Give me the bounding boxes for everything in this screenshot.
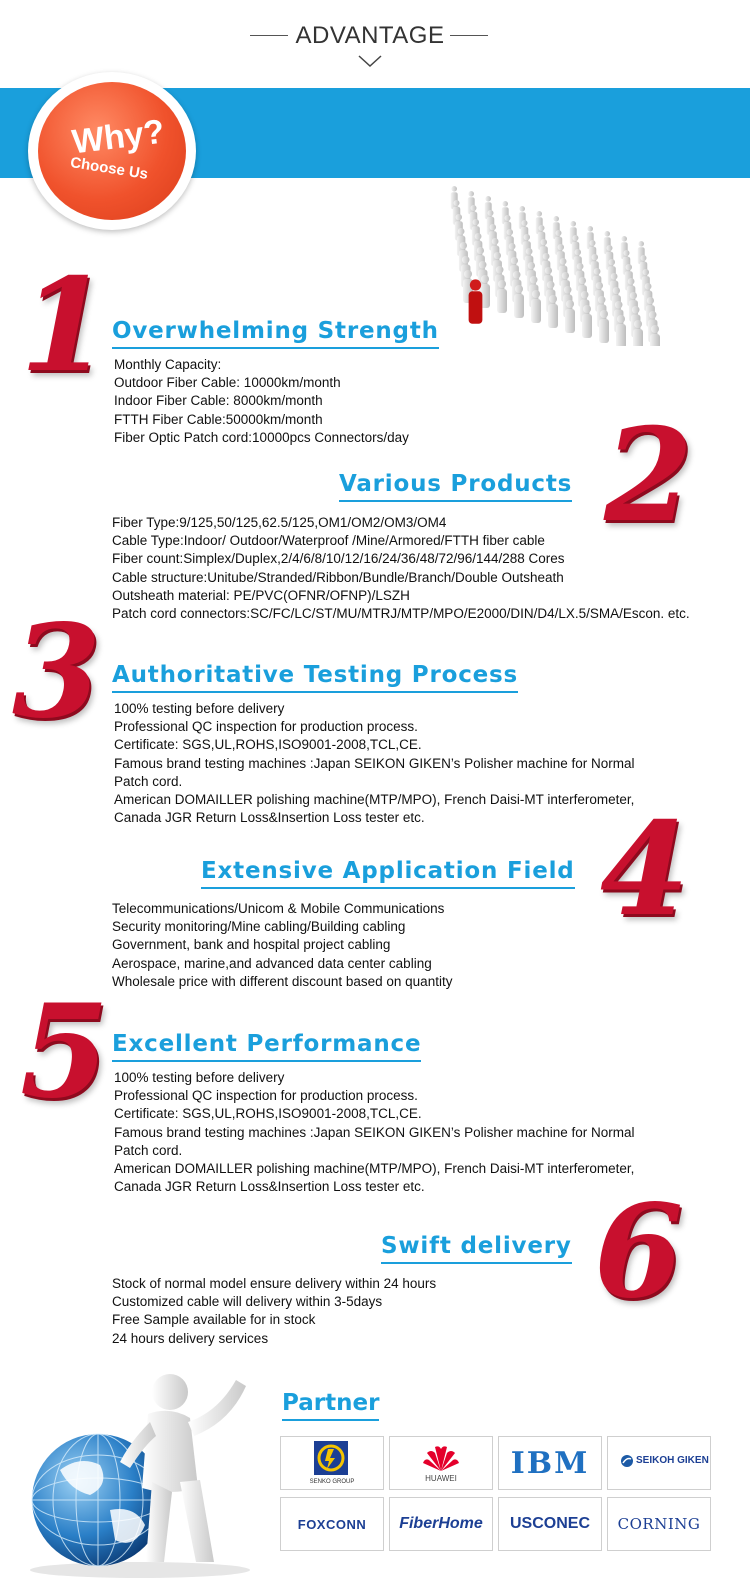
crowd-figure (531, 290, 541, 323)
crowd-figure (589, 240, 597, 265)
body-line: Certificate: SGS,UL,ROHS,ISO9001-2008,TCL,CE. (114, 1106, 422, 1122)
body-line: Free Sample available for in stock (112, 1312, 316, 1328)
seikoh-giken-logo-icon (620, 1454, 634, 1468)
crowd-figure (470, 205, 478, 230)
numeral-4: 4 (600, 795, 690, 945)
body-line: Indoor Fiber Cable: 8000km/month (114, 393, 323, 409)
crowd-figure (487, 210, 495, 235)
page-title: ADVANTAGE (295, 22, 445, 49)
body-line: Stock of normal model ensure delivery within 24 hours (112, 1276, 437, 1291)
body-line: Famous brand testing machines :Japan SEIKON GIKEN’s Polisher machine for Normal (114, 1124, 635, 1140)
section-title-excellent-performance: Excellent Performance (112, 1031, 421, 1062)
title-rule-right (450, 35, 488, 36)
body-line: Patch cord. (114, 773, 183, 789)
crowd-figure (555, 230, 563, 255)
body-line: Outsheath material: PE/PVC(OFNR/OFNP)/LSZH (112, 587, 410, 603)
body-line: Outdoor Fiber Cable: 10000km/month (114, 375, 341, 391)
body-line: Patch cord connectors:SC/FC/LC/ST/MU/MTRJ/MTP/MPO/E2000/DIN/D4/LX.5/SMA/Escon. etc. (112, 606, 690, 622)
partner-title: Partner (282, 1390, 379, 1421)
body-line: Professional QC inspection for production process. (114, 719, 418, 735)
crowd-figure (640, 255, 648, 280)
partner-logo-usconec (498, 1497, 602, 1551)
body-line: Cable Type:Indoor/ Outdoor/Waterproof /Mine/Armored/FTTH fiber cable (112, 533, 545, 549)
body-line: Monthly Capacity: (114, 357, 222, 372)
body-line: American DOMAILLER polishing machine(MTP/MPO), French Daisi-MT interferometer, (114, 792, 635, 808)
section-body-swift-delivery (112, 1275, 436, 1348)
crowd-figure (582, 305, 592, 338)
numeral-3: 3 (12, 597, 102, 747)
partner-logo-label: IBM (510, 1445, 590, 1481)
section-title-various-products: Various Products (339, 471, 572, 502)
numeral-6: 6 (594, 1177, 684, 1327)
body-line: Famous brand testing machines :Japan SEIKON GIKEN’s Polisher machine for Normal (114, 755, 635, 771)
body-line: Certificate: SGS,UL,ROHS,ISO9001-2008,TCL,CE. (114, 737, 422, 753)
body-line: Canada JGR Return Loss&Insertion Loss tester etc. (114, 1179, 425, 1195)
body-line: American DOMAILLER polishing machine(MTP/MPO), French Daisi-MT interferometer, (114, 1161, 635, 1177)
section-body-excellent-performance (114, 1069, 634, 1196)
crowd-figure (616, 315, 626, 346)
crowd-figure (538, 225, 546, 250)
crowd-figure (623, 250, 631, 275)
partner-logo-seikoh-giken (607, 1436, 711, 1490)
section-body-various-products (112, 514, 690, 623)
partner-logo-huawei (389, 1436, 493, 1490)
huawei-logo-icon (419, 1443, 463, 1473)
partner-logo-fiberhome (389, 1497, 493, 1551)
partner-logo-label: SENKO GROUP (309, 1479, 355, 1485)
partner-logo-label: CORNING (617, 1515, 701, 1533)
body-line: Professional QC inspection for production process. (114, 1088, 418, 1104)
crowd-figure (572, 235, 580, 260)
section-title-extensive-application: Extensive Application Field (201, 858, 575, 889)
crowd-figure (514, 285, 524, 318)
body-line: Canada JGR Return Loss&Insertion Loss tester etc. (114, 810, 425, 826)
body-line: Customized cable will delivery within 3-5days (112, 1294, 383, 1310)
crowd-figure (548, 295, 558, 328)
crowd-figure (650, 325, 660, 346)
badge-subtitle: Choose Us (69, 153, 150, 184)
globe-mascot-illustration (20, 1370, 270, 1580)
section-title-authoritative-testing: Authoritative Testing Process (112, 662, 518, 693)
body-line: Telecommunications/Unicom & Mobile Communications (112, 901, 445, 916)
partner-logo-corning (607, 1497, 711, 1551)
crowd-figure (504, 215, 512, 240)
badge-title: Why? (69, 112, 167, 162)
crowd-figure (606, 245, 614, 270)
body-line: Aerospace, marine,and advanced data center cabling (112, 955, 432, 971)
partner-logo-ibm (498, 1436, 602, 1490)
crowd-figure (565, 300, 575, 333)
crowd-illustration (430, 176, 680, 346)
chevron-down-icon (358, 54, 382, 68)
crowd-figure (633, 320, 643, 346)
numeral-1: 1 (20, 251, 110, 401)
body-line: Patch cord. (114, 1142, 183, 1158)
section-body-extensive-application (112, 900, 452, 991)
section-body-authoritative-testing (114, 700, 634, 827)
crowd-figure (521, 220, 529, 245)
section-title-overwhelming-strength: Overwhelming Strength (112, 318, 439, 349)
body-line: Government, bank and hospital project cabling (112, 937, 391, 953)
section-body-overwhelming-strength (114, 356, 409, 447)
body-line: Fiber count:Simplex/Duplex,2/4/6/8/10/12/16/24/36/48/72/96/144/288 Cores (112, 551, 565, 567)
body-line: Security monitoring/Mine cabling/Building cabling (112, 919, 406, 935)
partner-logo-label: HUAWEI (425, 1474, 457, 1483)
numeral-2: 2 (604, 401, 694, 551)
partner-logo-label: SEIKOH GIKEN (636, 1455, 709, 1466)
crowd-figure (599, 310, 609, 343)
why-choose-us-badge (28, 72, 196, 230)
body-line: Fiber Optic Patch cord:10000pcs Connectors/day (114, 429, 409, 445)
crowd-figure (453, 200, 461, 225)
body-line: FTTH Fiber Cable:50000km/month (114, 411, 323, 427)
partner-logo-foxconn (280, 1497, 384, 1551)
red-leader-figure (469, 279, 483, 323)
partner-logo-senko (280, 1436, 384, 1490)
body-line: Wholesale price with different discount based on quantity (112, 973, 453, 989)
body-line: 100% testing before delivery (114, 701, 285, 716)
partner-logo-label: FiberHome (399, 1515, 483, 1532)
body-line: Cable structure:Unitube/Stranded/Ribbon/Bundle/Branch/Double Outsheath (112, 569, 564, 585)
numeral-5: 5 (20, 977, 110, 1127)
partner-logo-label: FOXCONN (297, 1516, 367, 1532)
section-title-swift-delivery: Swift delivery (381, 1233, 572, 1264)
partner-logo-label: USCONEC (509, 1515, 590, 1532)
body-line: 24 hours delivery services (112, 1330, 269, 1346)
body-line: 100% testing before delivery (114, 1070, 285, 1085)
crowd-figure (497, 280, 507, 313)
body-line: Fiber Type:9/125,50/125,62.5/125,OM1/OM2/OM3/OM4 (112, 515, 447, 530)
